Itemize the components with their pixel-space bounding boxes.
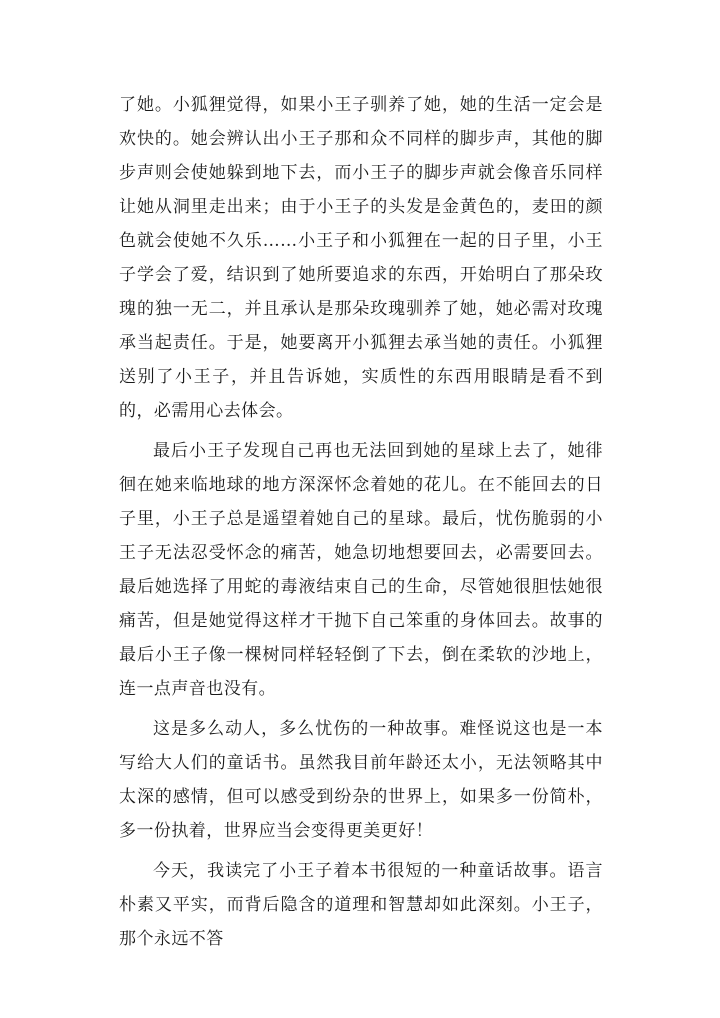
document-body — [119, 88, 603, 956]
paragraph-2: 最后小王子发现自己再也无法回到她的星球上去了，她徘徊在她来临地球的地方深深怀念着她的花儿。在不能回去的日子里，小王子总是遥望着她自己的星球。最后，忧伤脆弱的小王子无法忍受怀念的痛苦，她急切地想要回去，必需要回去。最后她选择了用蛇的毒液结束自己的生命，尽管她很胆怯她很痛苦，但是她觉得这样才干抛下自己笨重的身体回去。故事的最后小王子像一棵树同样轻轻倒了下去，倒在柔软的沙地上，连一点声音也没有。 — [119, 441, 603, 699]
paragraph-1: 了她。小狐狸觉得，如果小王子驯养了她，她的生活一定会是欢快的。她会辨认出小王子那和众不同样的脚步声，其他的脚步声则会使她躲到地下去，而小王子的脚步声就会像音乐同样让她从洞里走出来；由于小王子的头发是金黄色的，麦田的颜色就会使她不久乐……小王子和小狐狸在一起的日子里，小王子学会了爱，结识到了她所要追求的东西，开始明白了那朵玫瑰的独一无二，并且承认是那朵玫瑰驯养了她，她必需对玫瑰承当起责任。于是，她要离开小狐狸去承当她的责任。小狐狸送别了小王子，并且告诉她，实质性的东西用眼睛是看不到的，必需用心去体会。 — [119, 95, 603, 421]
paragraph-3: 这是多么动人，多么忧伤的一种故事。难怪说这也是一本写给大人们的童话书。虽然我目前年龄还太小，无法领略其中太深的感情，但可以感受到纷杂的世界上，如果多一份简朴，多一份执着，世界应当会变得更美更好！ — [119, 719, 603, 841]
paragraph-4: 今天，我读完了小王子着本书很短的一种童话故事。语言朴素又平实，而背后隐含的道理和智慧却如此深刻。小王子，那个永远不答 — [119, 861, 603, 949]
